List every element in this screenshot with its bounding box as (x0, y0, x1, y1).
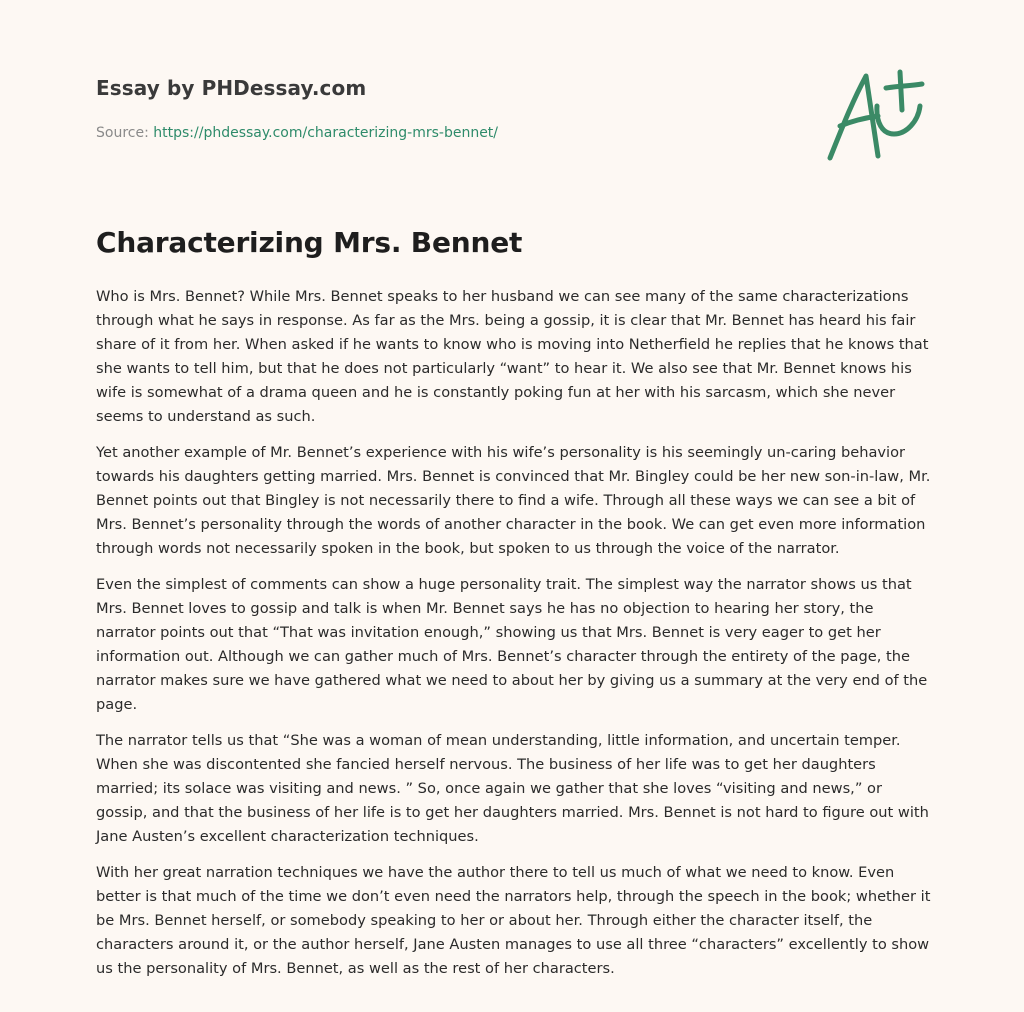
essay-paragraph-4: The narrator tells us that “She was a woman of mean understanding, little information, and uncertain temper. When she was discontented she fancied herself nervous. The business of her life was to get her daughters married; its solace was visiting and news. ” So, once again we gather that she loves “visiting and news,” or gossip, and that the business of her life is to get her daughters married. Mrs. Bennet is not hard to figure out with Jane Austen’s excellent characterization techniques. (96, 732, 929, 845)
source-label: Source: (96, 125, 154, 141)
source-link[interactable]: https://phdessay.com/characterizing-mrs-bennet/ (153, 125, 499, 141)
site-title: Essay by PHDessay.com (96, 76, 367, 100)
a-plus-logo-icon (820, 66, 930, 166)
essay-paragraph-5: With her great narration techniques we have the author there to tell us much of what we need to know. Even better is that much of the time we don’t even need the narrators help, through the speech in the book; whether it be Mrs. Bennet herself, or somebody speaking to her or about her. Through either the character itself, the characters around it, or the author herself, Jane Austen manages to use all three “characters” excellently to show us the personality of Mrs. Bennet, as well as the rest of her characters. (96, 864, 931, 977)
essay-title: Characterizing Mrs. Bennet (96, 226, 523, 259)
essay-paragraph-2: Yet another example of Mr. Bennet’s experience with his wife’s personality is his seemingly un-caring behavior towards his daughters getting married. Mrs. Bennet is convinced that Mr. Bingley could be her new son-in-law, Mr. Bennet points out that Bingley is not necessarily there to find a wife. Through all these ways we can see a bit of Mrs. Bennet’s personality through the words of another character in the book. We can get even more information through words not necessarily spoken in the book, but spoken to us through the voice of the narrator. (96, 444, 931, 557)
essay-paragraph-1: Who is Mrs. Bennet? While Mrs. Bennet speaks to her husband we can see many of the same characterizations through what he says in response. As far as the Mrs. being a gossip, it is clear that Mr. Bennet has heard his fair share of it from her. When asked if he wants to know who is moving into Netherfield he replies that he knows that she wants to tell him, but that he does not particularly “want” to hear it. We also see that Mr. Bennet knows his wife is somewhat of a drama queen and he is constantly poking fun at her with his sarcasm, which she never seems to understand as such. (96, 288, 929, 425)
essay-paragraph-3: Even the simplest of comments can show a huge personality trait. The simplest way the narrator shows us that Mrs. Bennet loves to gossip and talk is when Mr. Bennet says he has no objection to hearing her story, the narrator points out that “That was invitation enough,” showing us that Mrs. Bennet is very eager to get her information out. Although we can gather much of Mrs. Bennet’s character through the entirety of the page, the narrator makes sure we have gathered what we need to about her by giving us a summary at the very end of the page. (96, 576, 928, 713)
source-line (96, 125, 498, 141)
essay-body (96, 285, 932, 993)
